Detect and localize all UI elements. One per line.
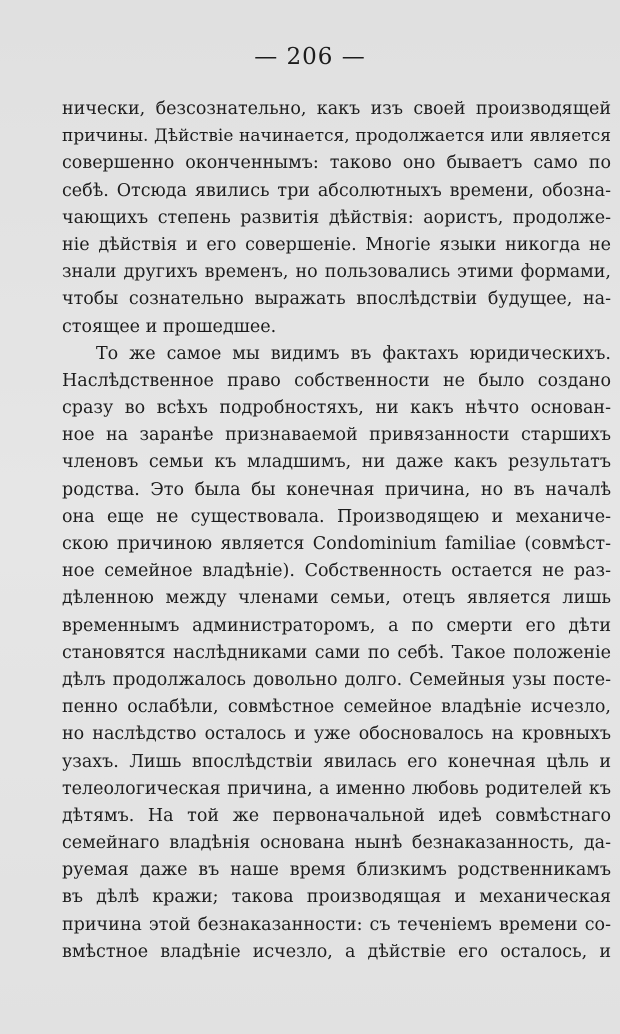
text-line: вмѣстное владѣніе исчезло, а дѣйствіе его осталось, и xyxy=(62,941,611,962)
paragraph-2 xyxy=(62,341,611,966)
text-line: она еще не существовала. Производящею и механиче- xyxy=(62,506,611,527)
text-line: становятся наслѣдниками сами по себѣ. Такое положеніе xyxy=(62,642,611,663)
paragraph-1 xyxy=(62,96,611,341)
text-line: чтобы сознательно выражать впослѣдствіи будущее, на- xyxy=(62,289,611,310)
text-line: дѣтямъ. На той же первоначальной идеѣ совмѣстнаго xyxy=(62,805,611,826)
text-line: нически, безсознательно, какъ изъ своей производящей xyxy=(62,99,611,119)
text-line: ное на заранѣе признаваемой привязанности старшихъ xyxy=(62,425,611,446)
text-line: руемая даже въ наше время близкимъ родственникамъ xyxy=(62,860,611,881)
text-line: дѣленною между членами семьи, отецъ является лишь xyxy=(62,588,611,609)
text-line: въ дѣлѣ кражи; такова производящая и механическая xyxy=(62,887,611,908)
text-line: причины. Дѣйствіе начинается, продолжается или является xyxy=(62,126,611,147)
text-line: телеологическая причина, а именно любовь родителей къ xyxy=(62,778,611,799)
text-line: узахъ. Лишь впослѣдствіи явилась его конечная цѣль и xyxy=(62,751,611,772)
text-line: Наслѣдственное право собственности не было создано xyxy=(62,370,611,391)
text-line: пенно ослабѣли, совмѣстное семейное владѣніе исчезло, xyxy=(62,697,611,718)
text-line: но наслѣдство осталось и уже обосновалось на кровныхъ xyxy=(62,724,611,745)
text-line: временнымъ администраторомъ, а по смерти его дѣти xyxy=(62,615,611,636)
text-line: стоящее и прошедшее. xyxy=(62,316,277,337)
text-line: членовъ семьи къ младшимъ, ни даже какъ результатъ xyxy=(62,452,611,473)
body-text xyxy=(62,96,611,966)
text-line: родства. Это была бы конечная причина, но въ началѣ xyxy=(62,479,611,500)
text-line: себѣ. Отсюда явились три абсолютныхъ времени, обозна- xyxy=(62,180,611,201)
text-line: причина этой безнаказанности: съ теченіемъ времени со- xyxy=(62,914,611,935)
page-number: — 206 — xyxy=(254,44,366,70)
text-line: дѣлъ продолжалось довольно долго. Семейныя узы посте- xyxy=(62,669,611,690)
text-line: сразу во всѣхъ подробностяхъ, ни какъ нѣчто основан- xyxy=(62,398,611,419)
text-line: совершенно оконченнымъ: таково оно бываетъ само по xyxy=(62,153,611,174)
text-line: скою причиною является Condominium familiae (совмѣст- xyxy=(62,534,611,554)
text-line: ніе дѣйствія и его совершеніе. Многіе языки никогда не xyxy=(62,234,611,255)
text-line: знали другихъ временъ, но пользовались этими формами, xyxy=(62,262,611,283)
text-line: То же самое мы видимъ въ фактахъ юридическихъ. xyxy=(96,343,611,364)
text-line: ное семейное владѣніе). Собственность остается не раз- xyxy=(62,561,611,582)
text-line: семейнаго владѣнія основана нынѣ безнаказанность, да- xyxy=(62,833,611,854)
text-line: чающихъ степень развитія дѣйствія: аористъ, продолже- xyxy=(62,207,611,228)
